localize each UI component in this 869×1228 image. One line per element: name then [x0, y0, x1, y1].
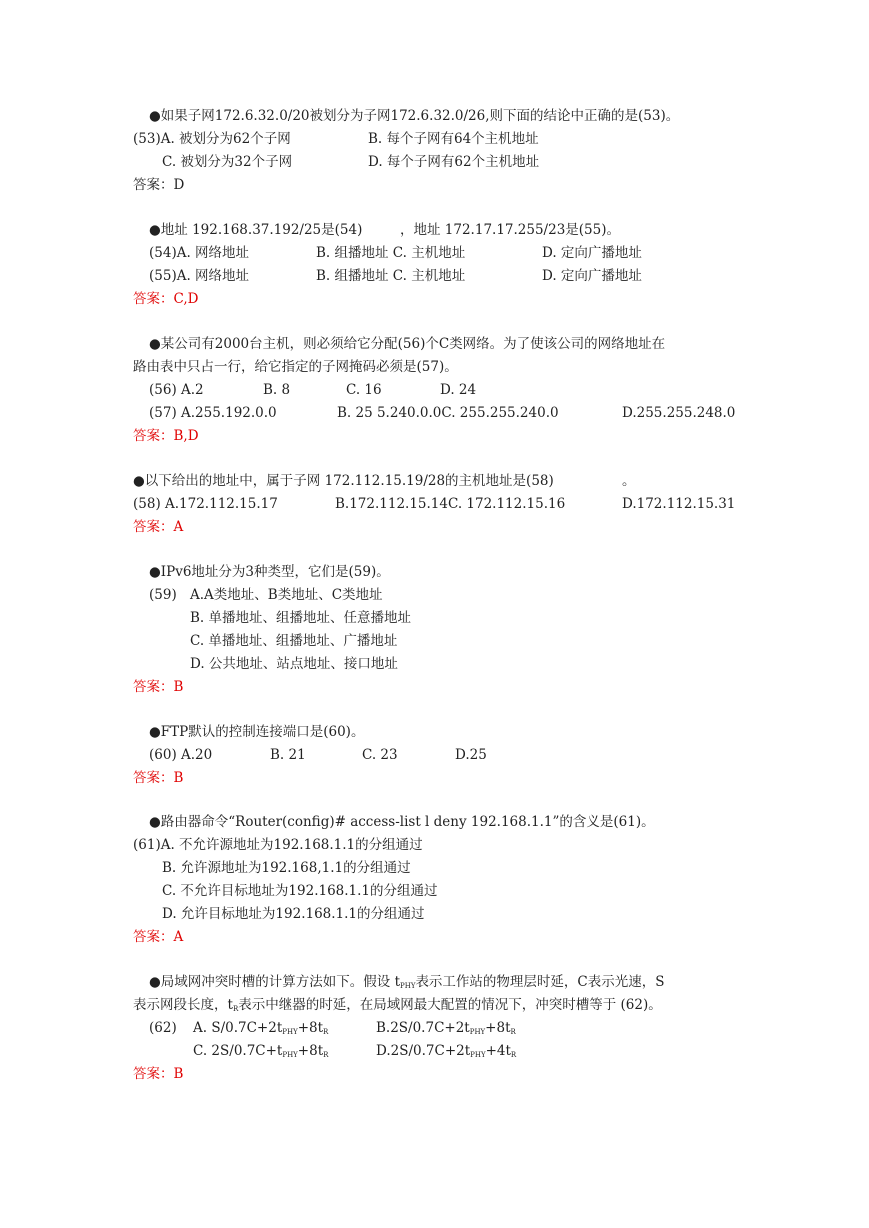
question-61-answer: 答案：A: [133, 929, 184, 945]
question-56-answer: 答案：B,D: [133, 428, 199, 444]
question-59-option-d: D. 公共地址、站点地址、接口地址: [190, 656, 398, 672]
question-59-option-c: C. 单播地址、组播地址、广播地址: [190, 633, 398, 649]
question-61-option-a: (61)A. 不允许源地址为192.168.1.1的分组通过: [133, 837, 423, 853]
question-56-option-a: (56) A.2: [149, 382, 204, 398]
question-58-option-d: D.172.112.15.31: [622, 496, 736, 512]
question-61-option-c: C. 不允许目标地址为192.168.1.1的分组通过: [162, 883, 438, 899]
question-60-option-d: D.25: [455, 747, 487, 763]
question-61-option-d: D. 允许目标地址为192.168.1.1的分组通过: [162, 906, 425, 922]
question-57-option-a: (57) A.255.192.0.0: [149, 405, 277, 421]
question-58-option-a: (58) A.172.112.15.17: [133, 496, 278, 512]
question-57-option-d: D.255.255.248.0: [622, 405, 736, 421]
question-60-option-c: C. 23: [362, 747, 398, 763]
question-53-option-a: (53)A. 被划分为62个子网: [133, 131, 291, 147]
question-58-option-bc: B.172.112.15.14C. 172.112.15.16: [335, 496, 566, 512]
question-62-option-c: C. $2S/0.7C+t_{PHY}+8t_R$: [193, 1043, 329, 1059]
question-53-stem: ●如果子网172.6.32.0/20被划分为子网172.6.32.0/26,则下面的结论中正确的是(53)。: [149, 108, 680, 124]
question-62-answer: 答案：B: [133, 1066, 184, 1082]
question-62-option-b: $B.2S/0.7C+2t_{PHY}+8t_R$: [376, 1020, 516, 1036]
question-53-option-b: B. 每个子网有64个主机地址: [368, 131, 539, 147]
question-56-option-d: D. 24: [440, 382, 477, 398]
question-61-option-b: B. 允许源地址为192.168,1.1的分组通过: [162, 860, 411, 876]
question-60-stem: ●FTP默认的控制连接端口是(60)。: [149, 724, 365, 740]
question-59-option-b: B. 单播地址、组播地址、任意播地址: [190, 610, 412, 626]
question-53-option-c: C. 被划分为32个子网: [162, 154, 293, 170]
question-55-option-bc: B. 组播地址 C. 主机地址: [316, 268, 466, 284]
question-55-option-a: (55)A. 网络地址: [149, 268, 250, 284]
question-56-stem-line1: ●某公司有2000台主机，则必须给它分配(56)个C类网络。为了使该公司的网络地址在: [149, 336, 666, 352]
question-53-option-d: D. 每个子网有62个主机地址: [368, 154, 540, 170]
question-53-answer: 答案：D: [133, 177, 185, 193]
question-61-stem: ●路由器命令“Router(config)# access-list l deny 192.168.1.1”的含义是(61)。: [149, 814, 655, 830]
question-54-option-a: (54)A. 网络地址: [149, 245, 250, 261]
question-62-stem-line2: 表示网段长度，$t_R$表示中继器的时延，在局域网最大配置的情况下，冲突时槽等于 (62)。: [133, 997, 662, 1013]
question-54-stem-part1: ●地址 192.168.37.192/25是(54): [149, 222, 363, 238]
question-60-option-b: B. 21: [270, 747, 306, 763]
question-59-stem: ●IPv6地址分为3种类型，它们是(59)。: [149, 564, 390, 580]
question-59-label: (59): [149, 587, 177, 603]
question-54-option-d: D. 定向广播地址: [542, 245, 642, 261]
question-56-option-b: B. 8: [263, 382, 291, 398]
question-60-option-a: (60) A.20: [149, 747, 213, 763]
question-59-option-a: A.A类地址、B类地址、C类地址: [190, 587, 383, 603]
question-60-answer: 答案：B: [133, 770, 184, 786]
question-55-option-d: D. 定向广播地址: [542, 268, 642, 284]
question-62-option-a: A. $S/0.7C+2t_{PHY}+8t_R$: [193, 1020, 329, 1036]
question-56-stem-line2: 路由表中只占一行，给它指定的子网掩码必须是(57)。: [133, 359, 458, 375]
question-57-option-bc: B. 25 5.240.0.0C. 255.255.240.0: [337, 405, 559, 421]
question-58-stem: ●以下给出的地址中，属于子网 172.112.15.19/28的主机地址是(58): [133, 473, 554, 489]
question-56-option-c: C. 16: [346, 382, 382, 398]
question-62-option-d: $D.2S/0.7C+2t_{PHY}+4t_R$: [376, 1043, 517, 1059]
question-54-option-bc: B. 组播地址 C. 主机地址: [316, 245, 466, 261]
question-58-answer: 答案：A: [133, 519, 184, 535]
question-54-stem-part2: ，地址 172.17.17.255/23是(55)。: [400, 222, 620, 238]
question-62-label: (62): [149, 1020, 177, 1036]
question-54-answer: 答案：C,D: [133, 291, 199, 307]
question-59-answer: 答案：B: [133, 679, 184, 695]
question-62-stem-line1: ●局域网冲突时槽的计算方法如下。假设 $t_{PHY}$表示工作站的物理层时延，C表示光速，S: [149, 974, 665, 990]
question-58-stem-end: 。: [622, 473, 636, 489]
